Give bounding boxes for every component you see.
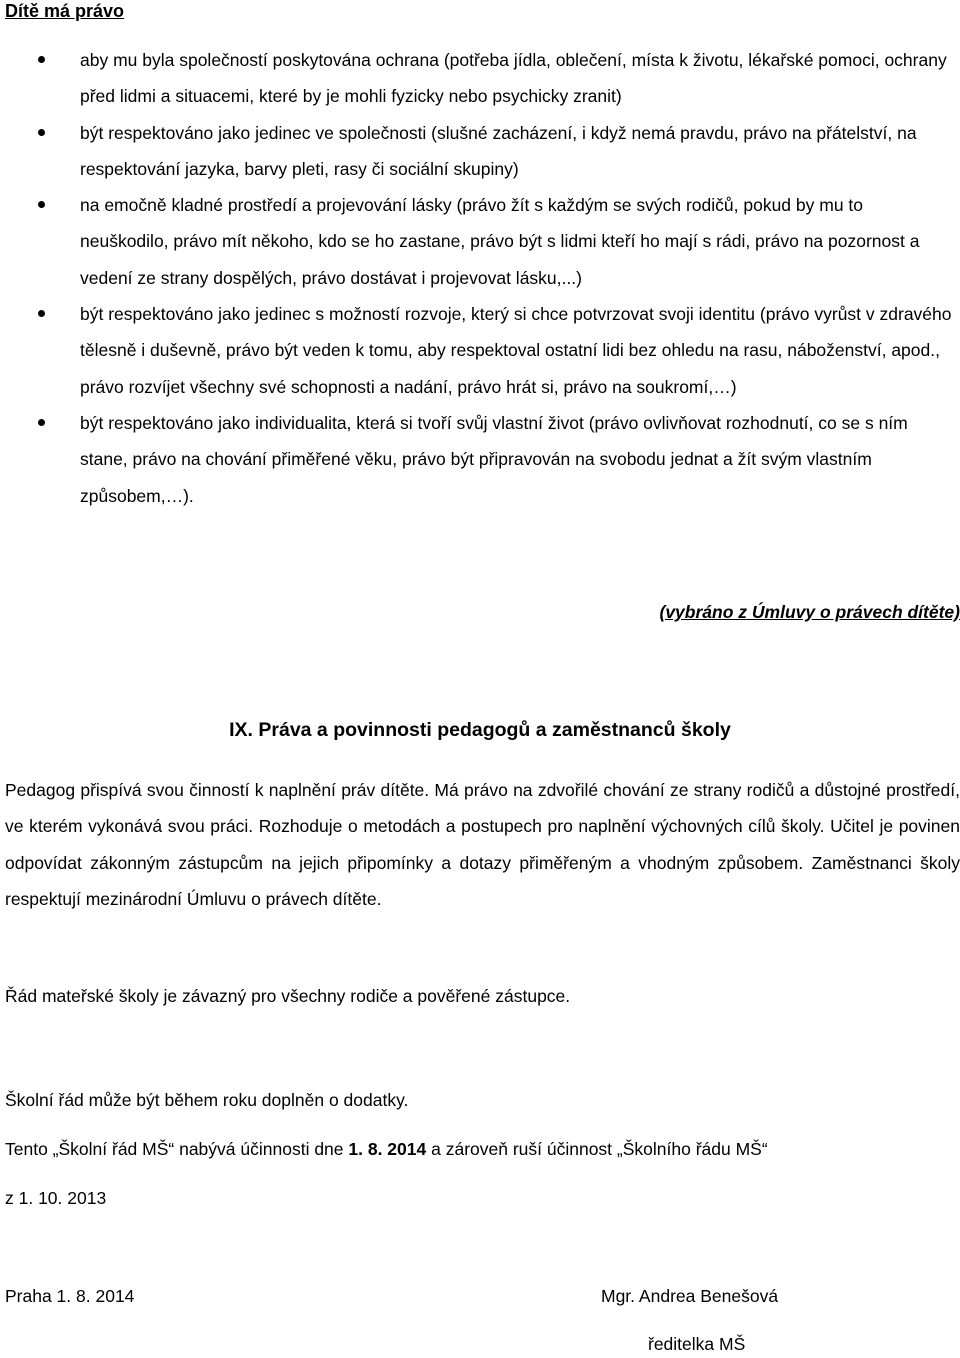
validity-text-2: a zároveň ruší účinnost „Školního řádu MŠ“	[426, 1139, 767, 1159]
signature-role: ředitelka MŠ	[648, 1330, 745, 1358]
child-rights-list	[0, 42, 960, 514]
signature-place-date: Praha 1. 8. 2014	[5, 1282, 134, 1310]
validity-previous-date: z 1. 10. 2013	[5, 1184, 106, 1212]
list-item	[0, 42, 960, 115]
section-heading-child-rights: Dítě má právo	[5, 0, 124, 22]
paragraph-amendments: Školní řád může být během roku doplněn o dodatky.	[5, 1086, 408, 1114]
list-item	[0, 296, 960, 405]
list-item	[0, 405, 960, 514]
source-note: (vybráno z Úmluvy o právech dítěte)	[660, 598, 960, 626]
list-item-text: aby mu byla společností poskytována ochrana (potřeba jídla, oblečení, místa k životu, lékařské pomoci, ochrany před lidmi a situacemi, které by je mohli fyzicky nebo psychicky zranit)	[80, 42, 956, 115]
validity-date: 1. 8. 2014	[348, 1139, 426, 1159]
paragraph-school-order: Řád mateřské školy je závazný pro všechny rodiče a pověřené zástupce.	[5, 982, 570, 1010]
paragraph-teacher-rights: Pedagog přispívá svou činností k naplnění práv dítěte. Má právo na zdvořilé chování ze strany rodičů a důstojné prostředí, ve kterém vykonává svou práci. Rozhoduje o metodách a postupech pro naplnění výchovných cílů školy. Učitel je povinen odpovídat zákonným zástupcům na jejich připomínky a dotazy přiměřeným a vhodným způsobem. Zaměstnanci školy respektují mezinárodní Úmluvu o právech dítěte.	[5, 772, 960, 917]
bullet-icon	[38, 419, 45, 426]
list-item-text: být respektováno jako individualita, která si tvoří svůj vlastní život (právo ovlivňovat rozhodnutí, co se s ním stane, právo na chování přiměřené věku, právo být připravován na svobodu jednat a žít svým vlastním způsobem,…).	[80, 405, 956, 514]
bullet-icon	[38, 129, 45, 136]
paragraph-validity	[5, 1135, 768, 1163]
bullet-icon	[38, 310, 45, 317]
list-item-text: na emočně kladné prostředí a projevování lásky (právo žít s každým se svých rodičů, pokud by mu to neuškodilo, právo mít někoho, kdo se ho zastane, právo být s lidmi kteří ho mají s rádi, právo na pozornost a vedení ze strany dospělých, právo dostávat i projevovat lásku,...)	[80, 187, 956, 296]
list-item-text: být respektováno jako jedinec s možností rozvoje, který si chce potvrzovat svoji identitu (právo vyrůst v zdravého tělesně i duševně, právo být veden k tomu, aby respektoval ostatní lidi bez ohledu na rasu, náboženství, apod., právo rozvíjet všechny své schopnosti a nadání, právo hrát si, právo na soukromí,…)	[80, 296, 956, 405]
list-item	[0, 115, 960, 188]
signature-name: Mgr. Andrea Benešová	[601, 1282, 778, 1310]
list-item	[0, 187, 960, 296]
bullet-icon	[38, 201, 45, 208]
bullet-icon	[38, 56, 45, 63]
validity-text-1: Tento „Školní řád MŠ“ nabývá účinnosti dne	[5, 1139, 348, 1159]
section-title: IX. Práva a povinnosti pedagogů a zaměstnanců školy	[0, 715, 960, 745]
list-item-text: být respektováno jako jedinec ve společnosti (slušné zacházení, i když nemá pravdu, právo na přátelství, na respektování jazyka, barvy pleti, rasy či sociální skupiny)	[80, 115, 956, 188]
